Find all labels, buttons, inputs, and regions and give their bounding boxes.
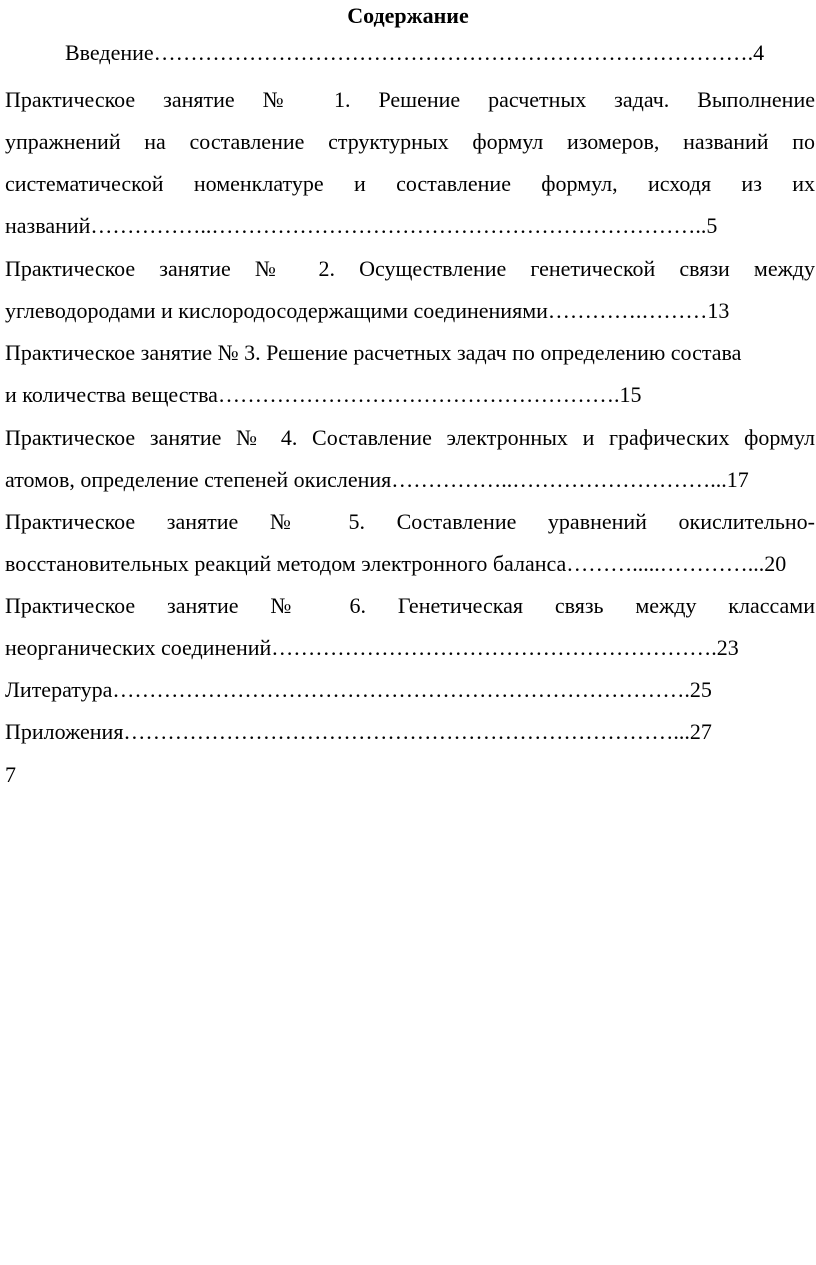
toc-entry-2-line-1: Практическое занятие № 2. Осуществление генетической связи между [5,256,815,281]
toc-entry-appendices: Приложения…………………………………………………………………...27 [5,719,712,744]
toc-entry-6-line-2: неорганических соединений…………………………………………………….23 [5,635,739,660]
toc-entry-1-line-2: упражнений на составление структурных формул изомеров, названий по [5,129,815,154]
toc-entry-4-line-2: атомов, определение степеней окисления……………..………………………...17 [5,467,749,492]
toc-entry-introduction: Введение……………………………………………………………………….4 [65,40,765,65]
toc-entry-literature: Литература…………………………………………………………………….25 [5,677,712,702]
page-title: Содержание [347,3,469,28]
toc-entry-1-line-4: названий……………..…………………………………………………………..5 [5,213,718,238]
toc-entry-6-line-1: Практическое занятие № 6. Генетическая связь между классами [5,593,815,618]
toc-entry-4-line-1: Практическое занятие № 4. Составление электронных и графических формул [5,425,815,450]
toc-entry-5-line-1: Практическое занятие № 5. Составление уравнений окислительно- [5,509,815,534]
toc-entry-1-line-1: Практическое занятие № 1. Решение расчетных задач. Выполнение [5,87,815,112]
toc-entry-3-line-2: и количества вещества……………………………………………….15 [5,382,642,407]
toc-entry-5-line-2: восстановительных реакций методом электронного баланса……….....…………...20 [5,551,787,576]
page-number: 7 [5,762,16,787]
toc-entry-3-line-1: Практическое занятие № 3. Решение расчетных задач по определению состава [5,340,742,365]
toc-entry-1-line-3: систематической номенклатуре и составление формул, исходя из их [5,171,815,196]
toc-entry-2-line-2: углеводородами и кислородосодержащими соединениями………….………13 [5,298,730,323]
